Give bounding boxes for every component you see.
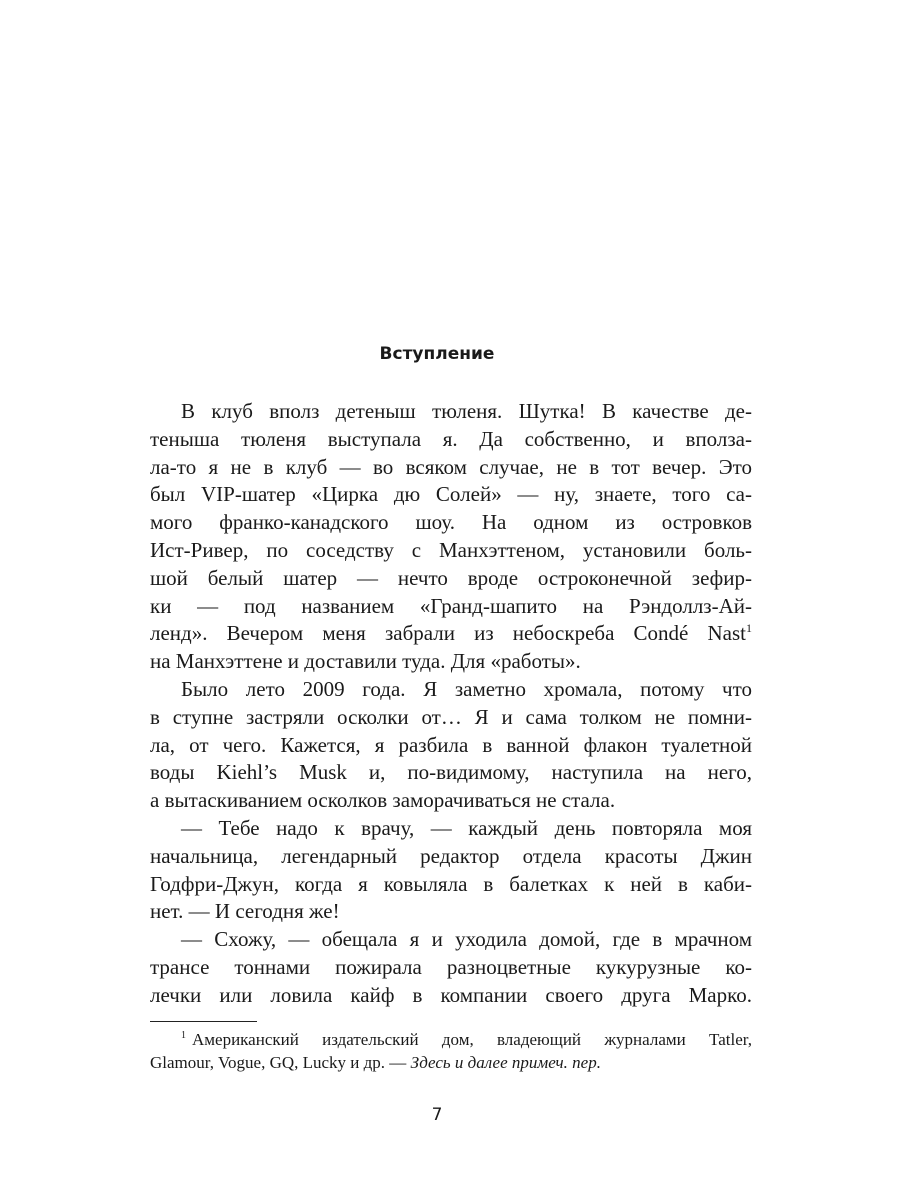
text-line: в ступне застряли осколки от… Я и сама толком не помни- (150, 704, 752, 729)
text-line: — Схожу, — обещала я и уходила домой, где в мрачном (181, 927, 752, 952)
footnote-line (150, 1028, 752, 1051)
text-line: нет. — И сегодня же! (150, 899, 340, 924)
footnote-translator-note: Здесь и далее примеч. пер. (410, 1053, 601, 1072)
text-line: был VIP-шатер «Цирка дю Солей» — ну, знаете, того са- (150, 482, 752, 507)
text-line-with-footnote (150, 620, 752, 648)
text-line: а вытаскиванием осколков заморачиваться не стала. (150, 788, 616, 813)
text-line: лечки или ловила кайф в компании своего друга Марко. (150, 982, 752, 1007)
text-line: Ист-Ривер, по соседству с Манхэттеном, установили боль- (150, 537, 752, 562)
text-line: воды Kiehl’s Musk и, по-видимому, наступила на него, (150, 760, 752, 785)
text-line: Годфри-Джун, когда я ковыляла в балетках к ней в каби- (150, 871, 752, 896)
footnote-text: Glamour, Vogue, GQ, Lucky и др. — (150, 1053, 411, 1072)
text-line: трансе тоннами пожирала разноцветные кукурузные ко- (150, 954, 752, 979)
footnote-divider (150, 1021, 257, 1022)
text-line: на Манхэттене и доставили туда. Для «работы». (150, 649, 581, 674)
text-line: Было лето 2009 года. Я заметно хромала, потому что (181, 676, 752, 701)
body-text (150, 398, 752, 1010)
footnote-text: Американский издательский дом, владеющий журналами Tatler, (192, 1030, 752, 1049)
text-line: мого франко-канадского шоу. На одном из островков (150, 510, 752, 535)
text-line: — Тебе надо к врачу, — каждый день повторяла моя (181, 815, 752, 840)
text-line: шой белый шатер — нечто вроде остроконечной зефир- (150, 565, 752, 590)
page-number: 7 (431, 1105, 443, 1125)
text-line: ла-то я не в клуб — во всяком случае, не в тот вечер. Это (150, 454, 752, 479)
text-line: В клуб вполз детеныш тюленя. Шутка! В качестве де- (181, 399, 752, 423)
footnote-ref: 1 (746, 621, 752, 636)
text-line: теныша тюленя выступала я. Да собственно, и вполза- (150, 426, 752, 451)
text-line: начальница, легендарный редактор отдела красоты Джин (150, 843, 752, 868)
footnote-marker: 1 (181, 1030, 186, 1042)
text-line: ла, от чего. Кажется, я разбила в ванной флакон туалетной (150, 732, 752, 757)
text-line: ки — под названием «Гранд-шапито на Рэндоллз-Ай- (150, 593, 752, 618)
footnote-line (150, 1051, 752, 1074)
chapter-heading: Вступление (379, 344, 495, 364)
text-line: ленд». Вечером меня забрали из небоскреба Condé Nast (150, 621, 746, 646)
footnote (150, 1028, 752, 1074)
